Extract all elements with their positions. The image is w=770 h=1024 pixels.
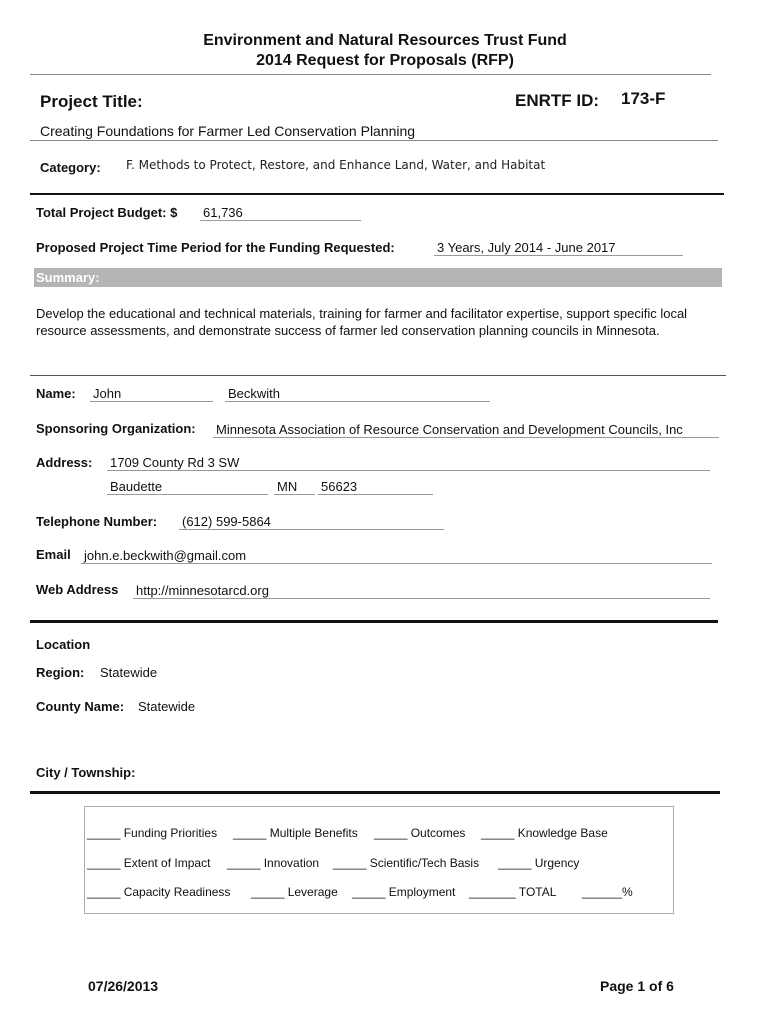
city-township-label: City / Township:	[36, 765, 136, 780]
category-value[interactable]: F. Methods to Protect, Restore, and Enhance Land, Water, and Habitat	[126, 158, 546, 172]
score-outcomes[interactable]: _____ Outcomes	[374, 826, 466, 840]
county-value[interactable]: Statewide	[138, 699, 196, 714]
score-knowledge-base[interactable]: _____ Knowledge Base	[481, 826, 608, 840]
zip-field[interactable]: 56623	[318, 479, 433, 495]
sponsoring-org-label: Sponsoring Organization:	[36, 421, 196, 436]
project-title-value[interactable]: Creating Foundations for Farmer Led Conservation Planning	[40, 123, 416, 139]
score-employment[interactable]: _____ Employment	[352, 885, 456, 899]
telephone-label: Telephone Number:	[36, 514, 158, 529]
score-leverage[interactable]: _____ Leverage	[251, 885, 338, 899]
region-value[interactable]: Statewide	[100, 665, 158, 680]
time-period-field[interactable]: 3 Years, July 2014 - June 2017	[434, 240, 683, 256]
score-extent-of-impact[interactable]: _____ Extent of Impact	[87, 856, 211, 870]
score-funding-priorities[interactable]: _____ Funding Priorities	[87, 826, 218, 840]
time-period-label: Proposed Project Time Period for the Funding Requested:	[36, 240, 395, 255]
score-urgency[interactable]: _____ Urgency	[498, 856, 580, 870]
last-name-field[interactable]: Beckwith	[225, 386, 490, 402]
form-subtitle: 2014 Request for Proposals (RFP)	[256, 52, 514, 69]
street-field[interactable]: 1709 County Rd 3 SW	[107, 455, 710, 471]
score-percent[interactable]: ______%	[582, 885, 633, 899]
category-label: Category:	[40, 160, 101, 175]
web-address-label: Web Address	[36, 582, 119, 597]
category-divider	[30, 193, 724, 195]
summary-text[interactable]: Develop the educational and technical materials, training for farmer and facilitator expertise, support specific local resource assessments, and demonstrate success of farmer led conservation planning councils in Minnesota.	[36, 306, 688, 338]
title-divider	[30, 140, 718, 141]
first-name-field[interactable]: John	[90, 386, 213, 402]
score-capacity-readiness[interactable]: _____ Capacity Readiness	[87, 885, 231, 899]
city-field[interactable]: Baudette	[107, 479, 268, 495]
county-label: County Name:	[36, 699, 125, 714]
enrtf-id-value: 173-F	[621, 89, 666, 108]
state-field[interactable]: MN	[274, 479, 315, 495]
email-label: Email	[36, 547, 71, 562]
project-title-label: Project Title:	[40, 92, 143, 111]
score-scientific-tech-basis[interactable]: _____ Scientific/Tech Basis	[333, 856, 480, 870]
sponsoring-org-field[interactable]: Minnesota Association of Resource Conservation and Development Councils, Inc	[213, 422, 719, 438]
form-title: Environment and Natural Resources Trust Fund	[203, 32, 567, 49]
summary-divider	[30, 375, 726, 376]
footer-date: 07/26/2013	[88, 978, 159, 994]
header-divider	[30, 74, 711, 75]
email-field[interactable]: john.e.beckwith@gmail.com	[81, 548, 712, 564]
enrtf-id-label: ENRTF ID:	[515, 91, 600, 110]
location-divider	[30, 791, 720, 794]
score-multiple-benefits[interactable]: _____ Multiple Benefits	[233, 826, 358, 840]
web-address-field[interactable]: http://minnesotarcd.org	[133, 583, 710, 599]
telephone-field[interactable]: (612) 599-5864	[179, 514, 444, 530]
location-heading: Location	[36, 637, 91, 652]
budget-label: Total Project Budget: $	[36, 205, 178, 220]
score-innovation[interactable]: _____ Innovation	[227, 856, 320, 870]
score-total[interactable]: _______ TOTAL	[469, 885, 557, 899]
region-label: Region:	[36, 665, 85, 680]
address-label: Address:	[36, 455, 93, 470]
summary-bar: Summary:	[34, 268, 722, 287]
contact-divider	[30, 620, 718, 623]
page-number: Page 1 of 6	[600, 978, 674, 994]
name-label: Name:	[36, 386, 76, 401]
budget-field[interactable]: 61,736	[200, 205, 361, 221]
